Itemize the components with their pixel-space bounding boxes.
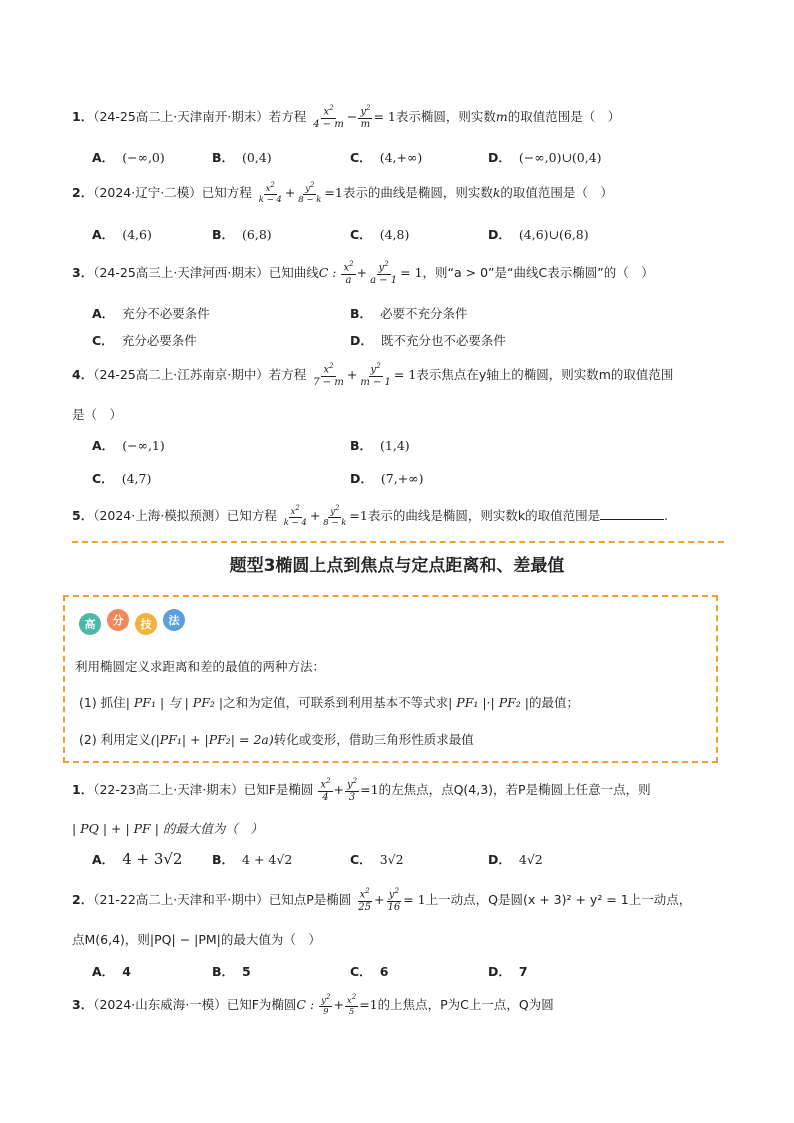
question-text: 的取值范围是（ ） bbox=[500, 184, 613, 200]
question-text: 表示的曲线是椭圆，则实数 bbox=[342, 184, 493, 200]
tips-badge: 法 bbox=[163, 609, 185, 631]
option-c[interactable]: C． 3√2 bbox=[350, 852, 404, 867]
option-b[interactable]: B． 4 + 4√2 bbox=[212, 852, 293, 867]
option-d[interactable]: D． (−∞,0)∪(0,4) bbox=[488, 150, 602, 165]
variable: k bbox=[492, 184, 501, 200]
question-text: 若方程 bbox=[268, 109, 307, 125]
option-d[interactable]: D． 4√2 bbox=[488, 852, 543, 867]
option-b[interactable]: B． 5 bbox=[212, 964, 251, 979]
question-text: 表示椭圆，则实数 bbox=[395, 109, 496, 125]
tips-badge: 技 bbox=[135, 613, 157, 635]
question-source: （21-22高二上·天津和平·期中） bbox=[93, 892, 269, 908]
equation-tail: = 1 bbox=[403, 892, 426, 908]
question-number: 3． bbox=[72, 996, 94, 1012]
question-number: 4． bbox=[72, 367, 94, 383]
fraction: $\frac{y^2}{3}$ bbox=[347, 777, 358, 804]
equation-tail: =1 bbox=[360, 782, 379, 798]
fraction: $\frac{x^2}{4 - m}$ bbox=[313, 104, 344, 131]
fraction: $\frac{y^2}{m}$ bbox=[360, 104, 371, 131]
question-text: 表示焦点在y轴上的椭圆，则实数m的取值范围 bbox=[416, 367, 674, 383]
option-d[interactable]: D． (7,+∞) bbox=[350, 471, 424, 486]
fraction: $\frac{y^2}{8 - k}$ bbox=[298, 181, 322, 206]
fraction: $\frac{x^2}{5}$ bbox=[346, 993, 357, 1018]
question-text: 已知曲线 bbox=[268, 265, 319, 281]
option-a[interactable]: A． (−∞,1) bbox=[92, 438, 165, 453]
fraction: $\frac{y^2}{a - 1}$ bbox=[370, 260, 398, 287]
fraction: $\frac{x^2}{25}$ bbox=[358, 887, 371, 914]
question-text-line2: | PQ | + | PF | 的最大值为（ ） bbox=[72, 821, 263, 836]
tips-item-1: (1) 抓住| PF₁ | 与 | PF₂ |之和为定值，可联系到利用基本不等式求| PF₁ |·| PF₂ |的最值； bbox=[79, 695, 580, 710]
curve-label: C : bbox=[296, 996, 315, 1012]
tips-badge: 分 bbox=[107, 609, 129, 631]
answer-blank[interactable] bbox=[600, 509, 664, 520]
question-text: 上一动点，Q是圆(x + 3)² + y² = 1上一动点， bbox=[425, 892, 692, 908]
fraction: $\frac{y^2}{16}$ bbox=[387, 887, 401, 914]
question-text: 的取值范围是（ ） bbox=[507, 109, 621, 125]
equation-tail: =1 bbox=[349, 507, 368, 523]
question-a4: 4．（24-25高二上·江苏南京·期中）若方程 $\frac{x^2}{7 - m}$ + $\frac{y^2}{m - 1}$ = 1表示焦点在y轴上的椭圆，则实数m的取值范围 bbox=[72, 362, 674, 389]
fraction: $\frac{x^2}{k - 4}$ bbox=[283, 504, 307, 529]
tips-box bbox=[63, 595, 718, 763]
question-text: 已知F是椭圆 bbox=[243, 782, 314, 798]
fraction: $\frac{y^2}{9}$ bbox=[321, 993, 331, 1018]
fraction: $\frac{y^2}{8 - k}$ bbox=[323, 504, 347, 529]
fraction: $\frac{x^2}{4}$ bbox=[320, 777, 331, 804]
option-c[interactable]: C． (4,7) bbox=[92, 471, 152, 486]
question-text: 若方程 bbox=[268, 367, 307, 383]
question-text: . bbox=[664, 507, 669, 523]
question-b3: 3．（2024·山东威海·一模）已知F为椭圆C : $\frac{y^2}{9}$ + $\frac{x^2}{5}$ =1的上焦点，P为C上一点，Q为圆 bbox=[72, 993, 554, 1018]
variable: m bbox=[495, 109, 508, 125]
tips-badge: 高 bbox=[79, 613, 101, 635]
question-text: ，则“a > 0”是“曲线C表示椭圆”的（ ） bbox=[422, 265, 654, 281]
question-source: （2024·辽宁·二模） bbox=[93, 184, 202, 200]
question-b1: 1．（22-23高二上·天津·期末）已知F是椭圆 $\frac{x^2}{4}$ + $\frac{y^2}{3}$ =1的左焦点，点Q(4,3)，若P是椭圆上任意一点，则 bbox=[72, 777, 651, 804]
question-source: （24-25高二上·江苏南京·期中） bbox=[93, 367, 269, 383]
equation-tail: =1 bbox=[359, 996, 378, 1012]
question-number: 1． bbox=[72, 109, 94, 125]
question-text: 已知点P是椭圆 bbox=[268, 892, 352, 908]
option-b[interactable]: B． (1,4) bbox=[350, 438, 410, 453]
option-c[interactable]: C． 6 bbox=[350, 964, 389, 979]
question-text: 的上焦点，P为C上一点，Q为圆 bbox=[377, 996, 554, 1012]
fraction: $\frac{x^2}{a}$ bbox=[343, 260, 354, 287]
option-c[interactable]: C． (4,+∞) bbox=[350, 150, 423, 165]
option-b[interactable]: B． 必要不充分条件 bbox=[350, 306, 468, 321]
option-c[interactable]: C． (4,8) bbox=[350, 227, 410, 242]
dashed-divider bbox=[72, 541, 724, 543]
question-text-line2: 点M(6,4)，则|PQ| − |PM|的最大值为（ ） bbox=[72, 932, 321, 947]
option-b[interactable]: B． (0,4) bbox=[212, 150, 272, 165]
question-a3: 3．（24-25高三上·天津河西·期末）已知曲线C : $\frac{x^2}{a}$ + $\frac{y^2}{a - 1}$ = 1，则“a > 0”是“曲线C表示椭圆”的（ ） bbox=[72, 260, 654, 287]
question-number: 3． bbox=[72, 265, 94, 281]
fraction: $\frac{y^2}{m - 1}$ bbox=[360, 362, 391, 389]
question-number: 2． bbox=[72, 892, 94, 908]
fraction: $\frac{x^2}{k - 4}$ bbox=[258, 181, 282, 206]
option-a[interactable]: A． 充分不必要条件 bbox=[92, 306, 210, 321]
curve-label: C : bbox=[318, 265, 337, 281]
question-a1: 1．（24-25高二上·天津南开·期末）若方程 $\frac{x^2}{4 - m}$ − $\frac{y^2}{m}$ = 1表示椭圆，则实数m的取值范围是（ ） bbox=[72, 104, 621, 131]
option-d[interactable]: D． (4,6)∪(6,8) bbox=[488, 227, 589, 242]
option-a[interactable]: A． 4 bbox=[92, 964, 131, 979]
question-text: 表示的曲线是椭圆，则实数k的取值范围是 bbox=[367, 507, 601, 523]
tips-intro: 利用椭圆定义求距离和差的最值的两种方法： bbox=[75, 659, 326, 674]
option-b[interactable]: B． (6,8) bbox=[212, 227, 272, 242]
question-number: 2． bbox=[72, 184, 94, 200]
question-text: 已知方程 bbox=[226, 507, 277, 523]
equation-tail: =1 bbox=[324, 184, 343, 200]
fraction: $\frac{x^2}{7 - m}$ bbox=[313, 362, 344, 389]
question-number: 5． bbox=[72, 507, 94, 523]
question-b2: 2．（21-22高二上·天津和平·期中）已知点P是椭圆 $\frac{x^2}{25}$ + $\frac{y^2}{16}$ = 1上一动点，Q是圆(x + 3)² + y² = 1上一动点， bbox=[72, 887, 692, 914]
equation-tail: = 1 bbox=[373, 109, 396, 125]
option-d[interactable]: D． 既不充分也不必要条件 bbox=[350, 333, 506, 348]
question-text: 已知方程 bbox=[201, 184, 252, 200]
question-source: （24-25高二上·天津南开·期末） bbox=[93, 109, 269, 125]
equation-tail: = 1 bbox=[400, 265, 423, 281]
question-text: 已知F为椭圆 bbox=[226, 996, 297, 1012]
question-source: （2024·上海·模拟预测） bbox=[93, 507, 227, 523]
question-source: （24-25高三上·天津河西·期末） bbox=[93, 265, 269, 281]
option-a[interactable]: A． (4,6) bbox=[92, 227, 152, 242]
question-a2: 2．（2024·辽宁·二模）已知方程 $\frac{x^2}{k - 4}$ + $\frac{y^2}{8 - k}$ =1表示的曲线是椭圆，则实数k的取值范围是（ ） bbox=[72, 181, 613, 206]
section-title: 题型3椭圆上点到焦点与定点距离和、差最值 bbox=[229, 556, 565, 576]
question-text: 的左焦点，点Q(4,3)，若P是椭圆上任意一点，则 bbox=[378, 782, 651, 798]
tips-item-2: (2) 利用定义(|PF₁| + |PF₂| = 2a)转化或变形，借助三角形性质求最值 bbox=[79, 732, 474, 747]
question-a5: 5．（2024·上海·模拟预测）已知方程 $\frac{x^2}{k - 4}$ + $\frac{y^2}{8 - k}$ =1表示的曲线是椭圆，则实数k的取值范围是 . bbox=[72, 504, 669, 529]
question-source: （22-23高二上·天津·期末） bbox=[93, 782, 244, 798]
option-c[interactable]: C． 充分必要条件 bbox=[92, 333, 197, 348]
question-number: 1． bbox=[72, 782, 94, 798]
question-source: （2024·山东威海·一模） bbox=[93, 996, 227, 1012]
option-a[interactable]: A． 4 + 3√2 bbox=[92, 850, 183, 868]
question-text-line2: 是（ ） bbox=[72, 407, 123, 422]
option-d[interactable]: D． 7 bbox=[488, 964, 528, 979]
equation-tail: = 1 bbox=[393, 367, 417, 383]
option-a[interactable]: A． (−∞,0) bbox=[92, 150, 165, 165]
